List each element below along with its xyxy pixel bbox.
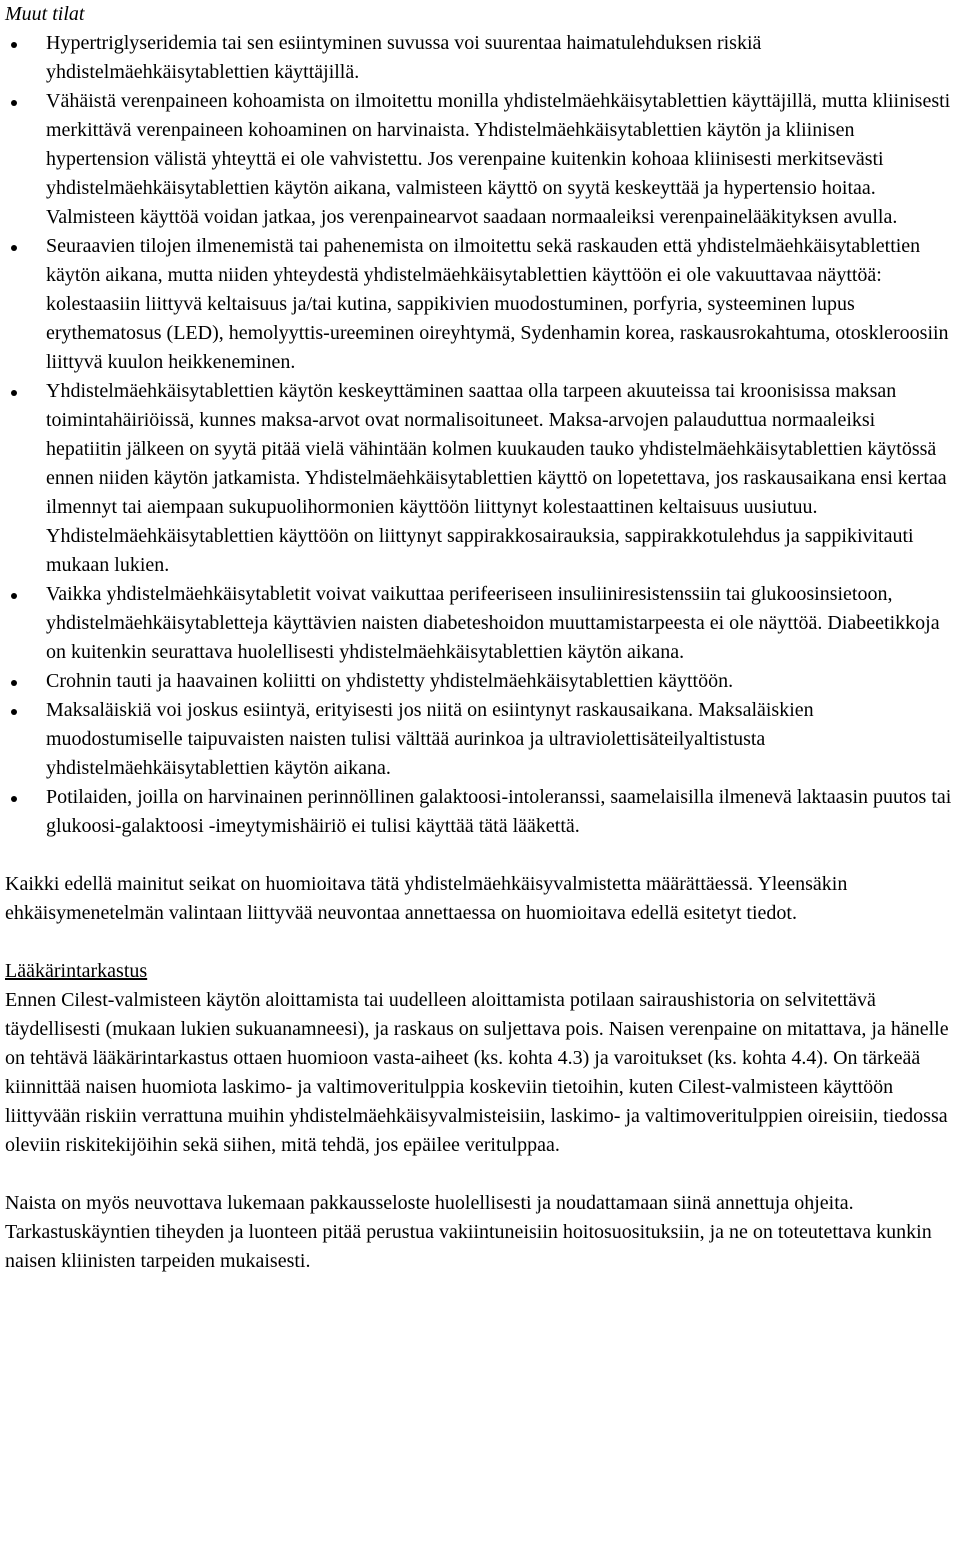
instructions-paragraph: Naista on myös neuvottava lukemaan pakkausseloste huolellisesti ja noudattamaan siinä annettuja ohjeita. Tarkastuskäyntien tiheyden ja luonteen pitää perustua vakiintuneisiin hoitosuosituksiin, ja ne on toteutettava kunkin naisen kliinisten tarpeiden mukaisesti. (5, 1192, 932, 1272)
spacer (5, 928, 954, 957)
bullet-icon (11, 709, 17, 715)
list-item (5, 696, 954, 783)
list-item (5, 783, 954, 841)
bullet-icon (11, 245, 17, 251)
list-item (5, 87, 954, 232)
list-item (5, 232, 954, 377)
list-item (5, 29, 954, 87)
bullet-icon (11, 42, 17, 48)
list-item-text: Yhdistelmäehkäisytablettien käytön keskeyttäminen saattaa olla tarpeen akuuteissa tai kroonisissa maksan toimintahäiriöissä, kunnes maksa-arvot ovat normalisoituneet. Maksa-arvojen palauduttua normaaleiksi hepatiitin jälkeen on syytä pitää vielä vähintään kolmen kuukauden tauko yhdistelmäehkäisytablettien käytössä ennen niiden käytön jatkamista. Yhdistelmäehkäisytablettien käyttö on lopetettava, jos raskausaikana ensi kertaa ilmennyt tai aiempaan sukupuolihormonien käyttöön liittynyt kolestaattinen keltaisuus uusiutuu. Yhdistelmäehkäisytablettien käyttöön on liittynyt sappirakkosairauksia, sappirakkotulehdus ja sappikivitauti mukaan lukien. (46, 380, 947, 576)
conditions-list (5, 29, 954, 841)
list-item-text: Hypertriglyseridemia tai sen esiintyminen suvussa voi suurentaa haimatulehduksen riskiä yhdistelmäehkäisytablettien käyttäjillä. (46, 32, 762, 83)
section-heading-muut-tilat: Muut tilat (5, 3, 85, 25)
spacer (5, 1160, 954, 1189)
list-item-text: Seuraavien tilojen ilmenemistä tai pahenemista on ilmoitettu sekä raskauden että yhdistelmäehkäisytablettien käytön aikana, mutta niiden yhteydestä yhdistelmäehkäisytablettien käyttöön ei ole vakuuttavaa näyttöä: kolestaasiin liittyvä keltaisuus ja/tai kutina, sappikivien muodostuminen, porfyria, systeeminen lupus erythematosus (LED), hemolyyttis-ureeminen oireyhtymä, Sydenhamin korea, raskausrokahtuma, otoskleroosiin liittyvä kuulon heikkeneminen. (46, 235, 949, 373)
bullet-icon (11, 593, 17, 599)
section-heading-laakarintarkastus: Lääkärintarkastus (5, 960, 148, 982)
bullet-icon (11, 680, 17, 686)
bullet-icon (11, 390, 17, 396)
list-item-text: Potilaiden, joilla on harvinainen perinnöllinen galaktoosi-intoleranssi, saamelaisilla ilmenevä laktaasin puutos tai glukoosi-galaktoosi -imeytymishäiriö ei tulisi käyttää tätä lääkettä. (46, 786, 952, 837)
list-item (5, 377, 954, 580)
list-item (5, 667, 954, 696)
bullet-icon (11, 796, 17, 802)
list-item-text: Crohnin tauti ja haavainen koliitti on yhdistetty yhdistelmäehkäisytablettien käyttöön. (46, 670, 734, 692)
list-item-text: Vähäistä verenpaineen kohoamista on ilmoitettu monilla yhdistelmäehkäisytablettien käyttäjillä, mutta kliinisesti merkittävä verenpaineen kohoaminen on harvinaista. Yhdistelmäehkäisytablettien käytön ja kliinisen hypertension välistä yhteyttä ei ole vahvistettu. Jos verenpaine kuitenkin kohoaa kliinisesti merkitsevästi yhdistelmäehkäisytablettien käytön aikana, valmisteen käyttö on syytä keskeyttää ja hypertensio hoitaa. Valmisteen käyttöä voidan jatkaa, jos verenpainearvot saadaan normaaleiksi verenpainelääkityksen avulla. (46, 90, 951, 228)
list-item (5, 580, 954, 667)
summary-paragraph: Kaikki edellä mainitut seikat on huomioitava tätä yhdistelmäehkäisyvalmistetta määrättäessä. Yleensäkin ehkäisymenetelmän valintaan liittyvää neuvontaa annettaessa on huomioitava edellä esitetyt tiedot. (5, 873, 848, 924)
spacer (5, 841, 954, 870)
examination-paragraph: Ennen Cilest-valmisteen käytön aloittamista tai uudelleen aloittamista potilaan sairaushistoria on selvitettävä täydellisesti (mukaan lukien sukuanamneesi), ja raskaus on suljettava pois. Naisen verenpaine on mitattava, ja hänelle on tehtävä lääkärintarkastus ottaen huomioon vasta-aiheet (ks. kohta 4.3) ja varoitukset (ks. kohta 4.4). On tärkeää kiinnittää naisen huomiota laskimo- ja valtimoveritulppia koskeviin tietoihin, kuten Cilest-valmisteen käyttöön liittyvään riskiin verrattuna muihin yhdistelmäehkäisyvalmisteisiin, laskimo- ja valtimoveritulppien oireisiin, tiedossa oleviin riskitekijöihin sekä siihen, mitä tehdä, jos epäilee veritulppaa. (5, 989, 949, 1156)
bullet-icon (11, 100, 17, 106)
list-item-text: Maksaläiskiä voi joskus esiintyä, erityisesti jos niitä on esiintynyt raskausaikana. Maksaläiskien muodostumiselle taipuvaisten naisten tulisi välttää aurinkoa ja ultraviolettisäteilyaltistusta yhdistelmäehkäisytablettien käytön aikana. (46, 699, 814, 779)
list-item-text: Vaikka yhdistelmäehkäisytabletit voivat vaikuttaa perifeeriseen insuliiniresistenssiin tai glukoosinsietoon, yhdistelmäehkäisytabletteja käyttävien naisten diabeteshoidon muuttamistarpeesta ei ole näyttöä. Diabeetikkoja on kuitenkin seurattava huolellisesti yhdistelmäehkäisytablettien käytön aikana. (46, 583, 940, 663)
